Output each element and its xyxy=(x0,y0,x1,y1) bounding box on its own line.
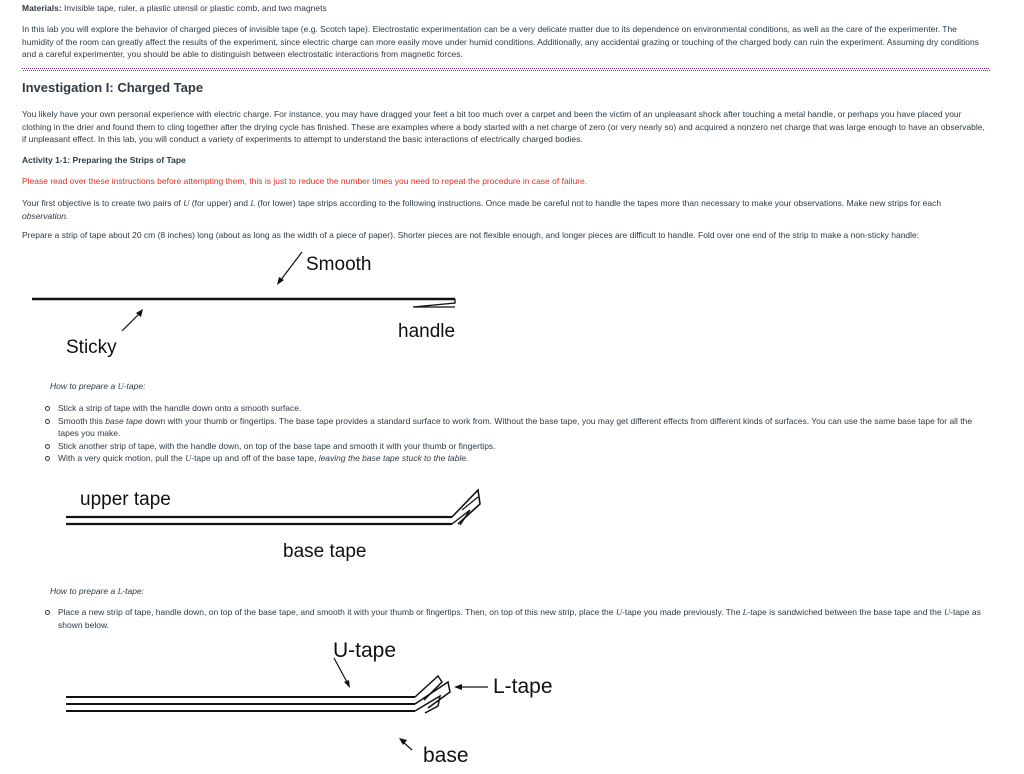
materials-text: Invisible tape, ruler, a plastic utensil or plastic comb, and two magnets xyxy=(61,3,327,13)
utape-label: U-tape xyxy=(333,639,397,662)
investigation-heading: Investigation I: Charged Tape xyxy=(22,80,204,95)
ltape-var-2: L xyxy=(742,607,748,617)
upper-tape-label: upper tape xyxy=(80,489,171,510)
objective-var-l: L xyxy=(250,198,256,208)
utape-step-1: Stick a strip of tape with the handle down onto a smooth surface. xyxy=(58,403,302,413)
objective-part-a: Your first objective is to create two pairs of xyxy=(22,198,184,208)
smooth-label: Smooth xyxy=(306,254,372,275)
intro-paragraph: In this lab you will explore the behavior of charged pieces of invisible tape (e.g. Scotch tape). Electrostatic experimentation can be a very delicate matter due to its dependence on environmental conditions, as well as the care of the experimenter. The humidity of the room can greatly affect the results of the experiment, since electric charge can more easily move under humid conditions. Additionally, any accidental grazing or touching of the charged body can ruin the experiment. Assuming dry conditions and a careful experimenter, you should be able to distinguish between electrostatic interactions from magnetic forces. xyxy=(22,24,979,59)
utape-step-4a: With a very quick motion, pull the xyxy=(58,453,186,463)
warning-text: Please read over these instructions before attempting them, this is just to reduce the number times you need to repeat the procedure in case of failure. xyxy=(22,176,588,186)
ltape-step-d: -tape as shown below. xyxy=(58,607,981,630)
prepare-paragraph: Prepare a strip of tape about 20 cm (8 inches) long (about as long as the width of a piece of paper). Shorter pieces are not flexible enough, and longer pieces are difficult to handle. Fold over one end of the strip to make a non-sticky handle: xyxy=(22,230,920,240)
intro-charge-paragraph: You likely have your own personal experience with electric charge. For instance, you may have dragged your feet a bit too much over a carpet and been the victim of an unpleasant shock after touching a metal handle, or perhaps you have placed your clothing in the drier and found them to cling together after the drying cycle has finished. These are examples where a body started with a net charge of zero (or very nearly so) and acquired a nonzero net charge that was large enough to have an observable, if unpleasant effect. In this lab, you will conduct a variety of experiments to attempt to understand the basic interactions of electrically charged bodies. xyxy=(22,109,985,144)
objective-part-b: (for upper) and xyxy=(189,198,251,208)
utape-step-2a: Smooth this xyxy=(58,415,106,426)
handle-label: handle xyxy=(398,321,456,342)
ltape-handle xyxy=(415,682,450,708)
activity-heading: Activity 1-1: Preparing the Strips of Tape xyxy=(22,155,186,165)
sticky-label: Sticky xyxy=(66,337,117,358)
materials-label: Materials: xyxy=(22,3,62,13)
utape-caption-var: U xyxy=(117,381,124,391)
ltape-step-b: -tape you made previously. The xyxy=(622,607,743,617)
objective-part-d: observation. xyxy=(22,210,69,221)
utape-step-3: Stick another strip of tape, with the handle down, on top of the base tape and smooth it with your thumb or fingertips. xyxy=(58,440,496,451)
ltape-step-c: -tape is sandwiched between the base tape and the xyxy=(747,607,944,617)
utape-step-4b: -tape up and off of the base tape, xyxy=(191,453,319,463)
utape-step-2c: down with your thumb or fingertips. The base tape provides a standard surface to work from. Without the base tape, you may get different effects from different kinds of surfaces. You can use the same base tape for all the tapes you make. xyxy=(58,415,973,438)
ltape-step-a: Place a new strip of tape, handle down, on top of the base tape, and smooth it with your thumb or fingertips. Then, on top of this new strip, place the xyxy=(58,607,616,617)
objective-part-c: (for lower) tape strips according to the following instructions. Once made be careful not to handle the tapes more than necessary to make your observations. Make new strips for each xyxy=(255,198,942,208)
utape-step-2b: base tape xyxy=(105,415,143,426)
ltape-var-3: U xyxy=(943,607,951,617)
utape-caption-a: How to prepare a xyxy=(50,381,118,391)
ltape-label: L-tape xyxy=(493,675,553,698)
ltape-caption-a: How to prepare a xyxy=(50,586,118,596)
ltape-caption-b: -tape: xyxy=(122,586,145,596)
utape-arrowhead xyxy=(344,680,350,688)
base-tape-label: base tape xyxy=(283,541,367,562)
utape-step-4-var: U xyxy=(185,453,192,463)
utape-caption-b: -tape: xyxy=(123,381,146,391)
ltape-var-1: U xyxy=(615,607,623,617)
objective-var-u: U xyxy=(183,198,190,208)
base-label: base xyxy=(423,744,469,767)
ltape-caption-var: L xyxy=(117,586,123,596)
base-handle xyxy=(415,696,440,713)
ltape-arrowhead xyxy=(454,684,462,690)
utape-step-4c: leaving the base tape stuck to the table. xyxy=(318,453,469,463)
